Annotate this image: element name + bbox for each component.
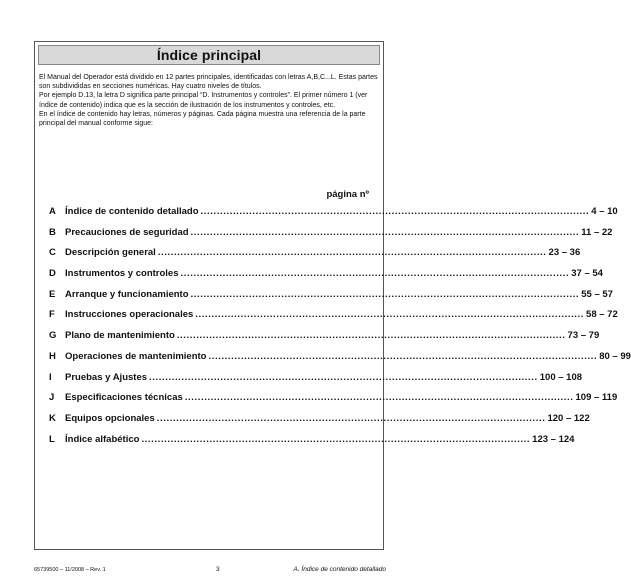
toc-leader-dots: ........................................................................................................................ — [190, 226, 580, 238]
toc-leader-dots: ........................................................................................................................ — [208, 350, 598, 362]
toc-pages: 80 – 99 — [599, 350, 631, 362]
toc-pages: 109 – 119 — [575, 392, 618, 404]
page-column-header: página nº — [326, 189, 369, 200]
toc-leader-dots: ........................................................................................................................ — [176, 330, 566, 342]
document-code: 65739500 – 11/2008 – Rev. 1 — [34, 567, 106, 573]
toc-leader-dots: ........................................................................................................................ — [157, 247, 547, 259]
toc-letter: C — [49, 247, 56, 259]
toc-entry — [49, 392, 618, 413]
toc-label: Arranque y funcionamiento — [65, 288, 189, 300]
toc-label: Plano de mantenimiento — [65, 330, 175, 342]
toc-entry — [49, 330, 600, 351]
intro-paragraph: Por ejemplo D.13, la letra D significa parte principal “D. Instrumentos y controles”. El primer número 1 (ver índice de contenido) indica que es la sección de ilustración de los instrumentos y controles, etc. — [39, 92, 368, 109]
toc-label: Precauciones de seguridad — [65, 226, 189, 238]
toc-pages: 23 – 36 — [548, 247, 581, 259]
toc-label: Descripción general — [65, 247, 156, 259]
toc-leader-dots: ........................................................................................................................ — [180, 268, 570, 280]
toc-letter: E — [49, 288, 56, 300]
toc-pages: 55 – 57 — [581, 288, 613, 300]
intro-text — [39, 73, 379, 128]
toc-entry — [49, 433, 575, 455]
toc-leader-dots: ........................................................................................................................ — [195, 309, 585, 321]
toc-letter: L — [49, 433, 55, 445]
page-footer — [34, 566, 386, 573]
toc-label: Índice de contenido detallado — [65, 206, 199, 217]
toc-pages: 73 – 79 — [567, 330, 600, 342]
toc-leader-dots: ........................................................................................................................ — [141, 433, 531, 445]
toc-label: Equipos opcionales — [65, 412, 155, 424]
toc-entry — [49, 412, 590, 434]
toc-pages: 58 – 72 — [586, 309, 618, 321]
footer-section-title: A. Índice de contenido detallado — [293, 566, 386, 573]
toc-letter: F — [49, 309, 55, 321]
toc-pages: 123 – 124 — [532, 433, 575, 445]
toc-leader-dots: ........................................................................................................................ — [149, 371, 538, 383]
toc-letter: H — [49, 350, 56, 362]
toc-letter: B — [49, 226, 56, 238]
toc-label: Pruebas y Ajustes — [65, 371, 148, 383]
toc-label: Operaciones de mantenimiento — [65, 350, 207, 362]
toc-letter: A — [49, 206, 56, 217]
page-number: 3 — [216, 566, 220, 573]
toc-entry — [49, 247, 581, 268]
toc-letter: G — [49, 330, 57, 342]
toc-pages: 37 – 54 — [571, 268, 603, 280]
toc-leader-dots: ........................................................................................................................ — [200, 206, 590, 217]
toc-leader-dots: ........................................................................................................................ — [156, 412, 546, 424]
toc-leader-dots: ........................................................................................................................ — [190, 288, 580, 300]
toc-entry — [49, 226, 613, 248]
toc-letter: I — [49, 371, 52, 383]
content-frame — [34, 41, 631, 550]
toc-pages: 120 – 122 — [547, 412, 590, 424]
toc-pages: 4 – 10 — [591, 206, 618, 217]
toc-pages: 11 – 22 — [581, 226, 613, 238]
toc-leader-dots: ........................................................................................................................ — [184, 392, 574, 404]
toc-label: Especificaciones técnicas — [65, 392, 183, 404]
intro-paragraph: El Manual del Operador está dividido en 12 partes principales, identificadas con letras A,B,C...L. Estas partes son subdivididas en secciones numéricas. Hay cuatro niveles de títulos. — [39, 74, 378, 91]
title-bar — [38, 45, 380, 65]
intro-paragraph: En el índice de contenido hay letras, números y páginas. Cada página muestra una referencia de la parte principal del manual conforme sigue: — [39, 110, 366, 128]
toc-label: Índice alfabético — [65, 433, 140, 445]
toc-entry — [49, 268, 603, 289]
toc-label: Instrumentos y controles — [65, 268, 179, 280]
toc-letter: D — [49, 268, 56, 280]
toc-entry — [49, 206, 618, 227]
toc-entry — [49, 350, 631, 372]
toc-letter: J — [49, 392, 55, 404]
toc-entry — [49, 309, 618, 330]
table-of-contents — [49, 206, 631, 454]
toc-entry — [49, 371, 583, 393]
toc-entry — [49, 288, 613, 310]
toc-label: Instrucciones operacionales — [65, 309, 194, 321]
toc-pages: 100 – 108 — [539, 371, 583, 383]
page-title: Índice principal — [156, 47, 262, 63]
toc-letter: K — [49, 412, 56, 424]
